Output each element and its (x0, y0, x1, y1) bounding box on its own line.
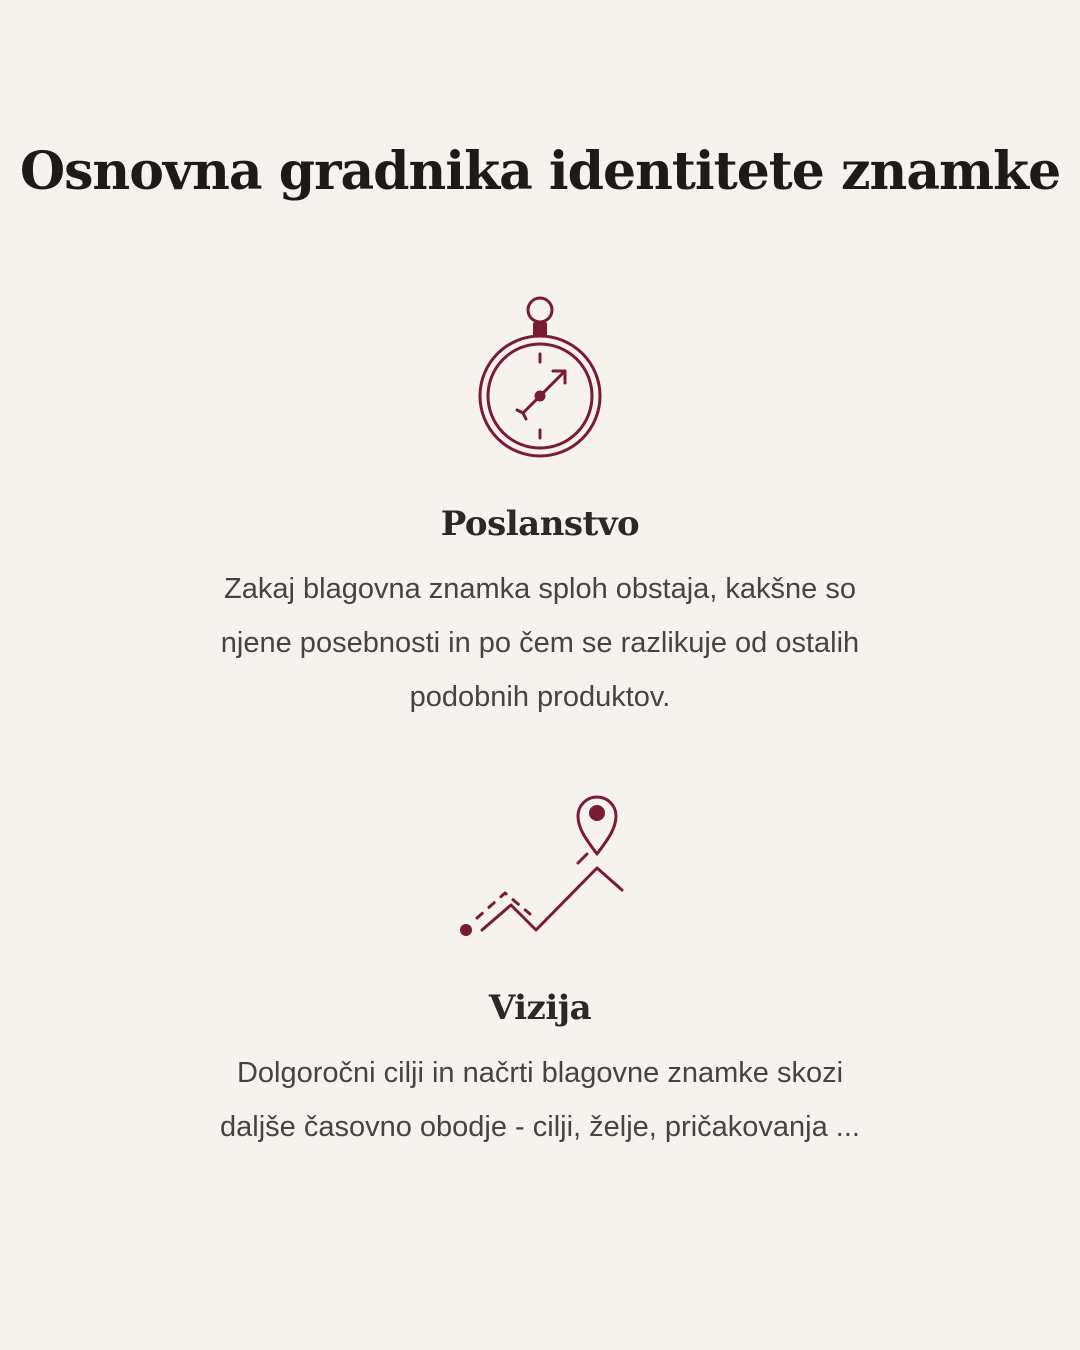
mission-section (0, 292, 1080, 724)
route-pin-icon (450, 790, 630, 950)
compass-icon (475, 292, 605, 462)
page-title: Osnovna gradnika identitete znamke (19, 141, 1061, 202)
vision-description: Dolgoročni cilji in načrti blagovne znamke skozi daljše časovno obodje - cilji, želje, pričakovanja ... (220, 1057, 860, 1143)
vision-section (0, 790, 1080, 1154)
mission-heading: Poslanstvo (440, 504, 640, 544)
vision-heading: Vizija (488, 988, 592, 1028)
mission-description: Zakaj blagovna znamka sploh obstaja, kakšne so njene posebnosti in po čem se razlikuje od ostalih podobnih produktov. (220, 573, 860, 713)
